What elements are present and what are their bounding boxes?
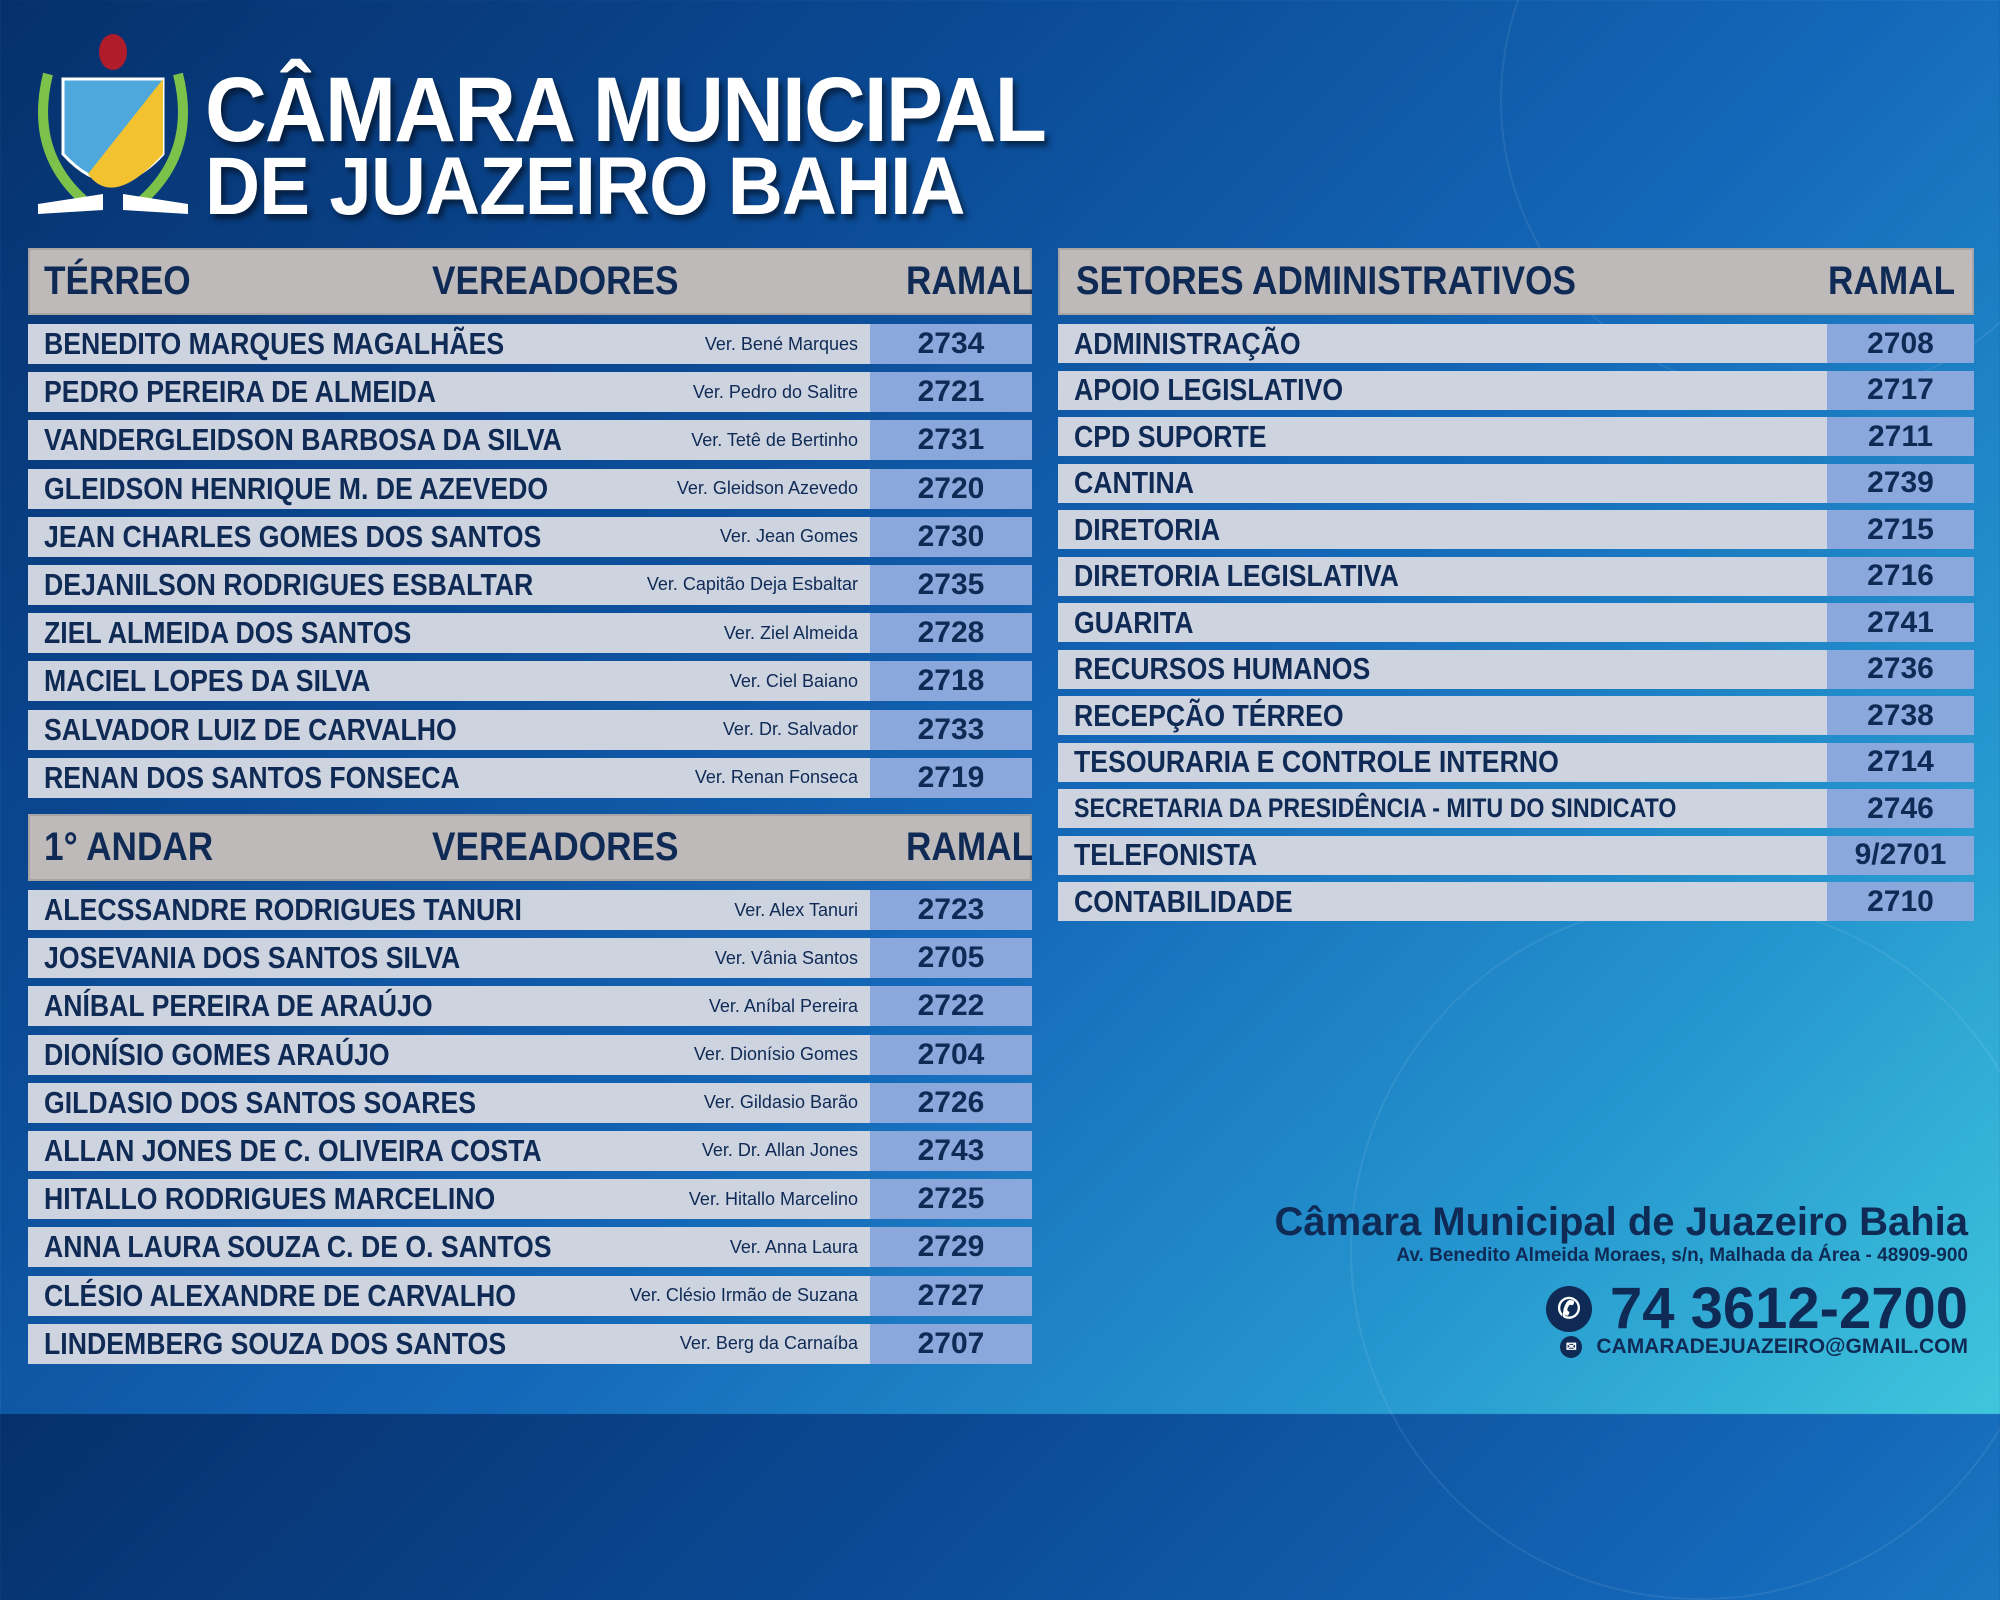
row-name: GILDASIO DOS SANTOS SOARES [44,1084,477,1120]
table-row [1058,836,1974,875]
ramal-cell: 2705 [870,938,1032,978]
email-address[interactable]: CAMARADEJUAZEIRO@GMAIL.COM [1596,1335,1968,1358]
name-cell [28,613,870,653]
row-name: ANÍBAL PEREIRA DE ARAÚJO [44,988,433,1024]
ramal-cell: 2717 [1827,371,1974,410]
row-name: JEAN CHARLES GOMES DOS SANTOS [44,518,542,554]
row-name: GLEIDSON HENRIQUE M. DE AZEVEDO [44,470,549,506]
floor-label: 1° ANDAR [44,825,214,869]
ramal-cell: 2746 [1827,789,1974,828]
phone-icon: ✆ [1546,1286,1592,1332]
table-row [1058,464,1974,503]
name-cell [28,324,870,364]
ramal-cell: 2704 [870,1035,1032,1075]
table-row [28,1131,1032,1171]
row-name: MACIEL LOPES DA SILVA [44,663,371,699]
ramal-cell: 2711 [1827,417,1974,456]
row-nickname: Ver. Gildasio Barão [703,1092,858,1113]
name-cell [28,517,870,557]
name-cell [1058,836,1827,875]
table-row [28,469,1032,509]
name-cell [28,1324,870,1364]
title-line-1: CÂMARA MUNICIPAL [205,59,1046,161]
table-row [1058,603,1974,642]
ramal-cell: 2716 [1827,557,1974,596]
row-name: HITALLO RODRIGUES MARCELINO [44,1181,496,1217]
row-name: CONTABILIDADE [1074,883,1293,919]
ramal-cell: 2723 [870,890,1032,930]
ramal-cell: 9/2701 [1827,836,1974,875]
row-name: TELEFONISTA [1074,837,1258,872]
name-cell [28,1083,870,1123]
row-name: ANNA LAURA SOUZA C. DE O. SANTOS [44,1229,552,1265]
column-label-vereadores: VEREADORES [432,259,679,303]
table-row [28,565,1032,605]
row-nickname: Ver. Gleidson Azevedo [676,478,858,499]
ramal-cell: 2707 [870,1324,1032,1364]
column-label-setores: SETORES ADMINISTRATIVOS [1076,259,1577,303]
table-row [28,661,1032,701]
footer-phone-block [1546,1275,1968,1342]
name-cell [1058,882,1827,921]
ramal-cell: 2714 [1827,743,1974,782]
row-name: ZIEL ALMEIDA DOS SANTOS [44,615,412,651]
table-row [1058,789,1974,828]
name-cell [28,1035,870,1075]
row-name: ADMINISTRAÇÃO [1074,325,1301,361]
row-nickname: Ver. Aníbal Pereira [708,995,858,1016]
name-cell [28,1227,870,1267]
row-nickname: Ver. Anna Laura [729,1236,858,1257]
ramal-cell: 2721 [870,372,1032,412]
table-row [1058,696,1974,735]
table-row [28,1276,1032,1316]
ramal-cell: 2733 [870,710,1032,750]
row-name: TESOURARIA E CONTROLE INTERNO [1074,744,1559,779]
name-cell [28,372,870,412]
row-name: DIRETORIA LEGISLATIVA [1074,558,1399,593]
table-row [1058,882,1974,921]
table-row [1058,557,1974,596]
ramal-cell: 2726 [870,1083,1032,1123]
table-row [28,986,1032,1026]
table-row [28,324,1032,364]
ramal-cell: 2739 [1827,464,1974,503]
name-cell [28,890,870,930]
name-cell [1058,789,1827,828]
footer-address: Av. Benedito Almeida Moraes, s/n, Malhada da Área - 48909-900 [1396,1245,1968,1266]
phone-number: 74 3612-2700 [1610,1276,1968,1341]
footer-email-block [1560,1335,1968,1359]
row-nickname: Ver. Tetê de Bertinho [691,429,858,450]
ramal-cell: 2725 [870,1179,1032,1219]
table-row [1058,324,1974,363]
table-row [28,1324,1032,1364]
table-row [1058,417,1974,456]
row-name: ALLAN JONES DE C. OLIVEIRA COSTA [44,1132,542,1168]
name-cell [1058,371,1827,410]
ramal-cell: 2720 [870,469,1032,509]
name-cell [28,758,870,798]
row-nickname: Ver. Dionísio Gomes [693,1044,858,1065]
row-nickname: Ver. Renan Fonseca [694,767,858,788]
row-nickname: Ver. Capitão Deja Esbaltar [646,574,858,595]
column-label-ramal: RAMAL [906,259,1034,303]
name-cell [28,420,870,460]
table-row [28,710,1032,750]
row-name: GUARITA [1074,604,1194,640]
coat-of-arms-logo [28,34,198,220]
ramal-cell: 2715 [1827,510,1974,549]
table-row [1058,510,1974,549]
ramal-cell: 2741 [1827,603,1974,642]
row-name: CLÉSIO ALEXANDRE DE CARVALHO [44,1277,517,1313]
name-cell [1058,650,1827,689]
ramal-cell: 2730 [870,517,1032,557]
ramal-cell: 2734 [870,324,1032,364]
row-nickname: Ver. Hitallo Marcelino [688,1188,858,1209]
name-cell [28,661,870,701]
row-nickname: Ver. Ciel Baiano [729,670,858,691]
row-name: DEJANILSON RODRIGUES ESBALTAR [44,566,534,602]
name-cell [28,986,870,1026]
row-name: VANDERGLEIDSON BARBOSA DA SILVA [44,422,562,458]
row-name: APOIO LEGISLATIVO [1074,372,1344,407]
ramal-cell: 2731 [870,420,1032,460]
ramal-cell: 2727 [870,1276,1032,1316]
row-name: SECRETARIA DA PRESIDÊNCIA - MITU DO SINDICATO [1074,793,1677,823]
row-nickname: Ver. Dr. Salvador [722,719,858,739]
ramal-cell: 2719 [870,758,1032,798]
name-cell [28,938,870,978]
terreo-header [28,248,1032,315]
name-cell [1058,324,1827,363]
row-nickname: Ver. Jean Gomes [719,526,858,547]
row-name: DIONÍSIO GOMES ARAÚJO [44,1036,390,1072]
table-row [28,938,1032,978]
row-name: RECEPÇÃO TÉRREO [1074,697,1344,733]
ramal-cell: 2708 [1827,324,1974,363]
row-name: CPD SUPORTE [1074,418,1267,454]
name-cell [1058,743,1827,782]
setores-table [1058,324,1974,921]
column-label-ramal: RAMAL [906,825,1034,869]
floor-label: TÉRREO [44,259,191,303]
row-name: SALVADOR LUIZ DE CARVALHO [44,711,457,747]
column-label-vereadores: VEREADORES [432,825,679,869]
row-nickname: Ver. Dr. Allan Jones [701,1140,858,1161]
name-cell [1058,510,1827,549]
row-name: ALECSSANDRE RODRIGUES TANURI [44,892,522,927]
table-row [28,420,1032,460]
name-cell [1058,464,1827,503]
ramal-cell: 2728 [870,613,1032,653]
andar1-table [28,890,1032,1364]
table-row [28,1035,1032,1075]
column-label-ramal: RAMAL [1828,259,1956,303]
table-row [28,758,1032,798]
andar1-header [28,814,1032,881]
name-cell [1058,603,1827,642]
table-row [28,613,1032,653]
email-icon: ✉ [1560,1336,1582,1358]
table-row [28,1227,1032,1267]
row-nickname: Ver. Berg da Carnaíba [679,1333,858,1354]
row-name: RENAN DOS SANTOS FONSECA [44,759,460,795]
name-cell [28,1179,870,1219]
row-name: JOSEVANIA DOS SANTOS SILVA [44,940,461,976]
row-nickname: Ver. Pedro do Salitre [692,381,858,402]
table-row [28,890,1032,930]
row-name: BENEDITO MARQUES MAGALHÃES [44,326,505,361]
table-row [28,1083,1032,1123]
table-row [1058,371,1974,410]
row-name: RECURSOS HUMANOS [1074,651,1371,686]
ramal-cell: 2743 [870,1131,1032,1171]
name-cell [28,1276,870,1316]
name-cell [28,565,870,605]
ramal-cell: 2722 [870,986,1032,1026]
name-cell [28,469,870,509]
ramal-cell: 2738 [1827,696,1974,735]
row-nickname: Ver. Alex Tanuri [734,899,858,920]
row-name: LINDEMBERG SOUZA DOS SANTOS [44,1325,507,1361]
row-name: CANTINA [1074,465,1194,500]
name-cell [28,1131,870,1171]
ramal-cell: 2718 [870,661,1032,701]
row-nickname: Ver. Vânia Santos [714,947,858,968]
ramal-cell: 2710 [1827,882,1974,921]
ramal-cell: 2729 [870,1227,1032,1267]
name-cell [1058,417,1827,456]
setores-header [1058,248,1974,315]
ramal-cell: 2735 [870,565,1032,605]
row-name: DIRETORIA [1074,511,1221,547]
ramal-cell: 2736 [1827,650,1974,689]
row-nickname: Ver. Bené Marques [704,333,858,354]
table-row [1058,743,1974,782]
name-cell [1058,696,1827,735]
row-nickname: Ver. Clésio Irmão de Suzana [629,1285,858,1305]
name-cell [28,710,870,750]
title-line-2: DE JUAZEIRO BAHIA [205,141,965,232]
footer-org: Câmara Municipal de Juazeiro Bahia [1274,1200,1968,1244]
row-name: PEDRO PEREIRA DE ALMEIDA [44,374,437,410]
table-row [28,517,1032,557]
table-row [28,372,1032,412]
name-cell [1058,557,1827,596]
table-row [28,1179,1032,1219]
table-row [1058,650,1974,689]
terreo-table [28,324,1032,798]
row-nickname: Ver. Ziel Almeida [723,622,858,643]
